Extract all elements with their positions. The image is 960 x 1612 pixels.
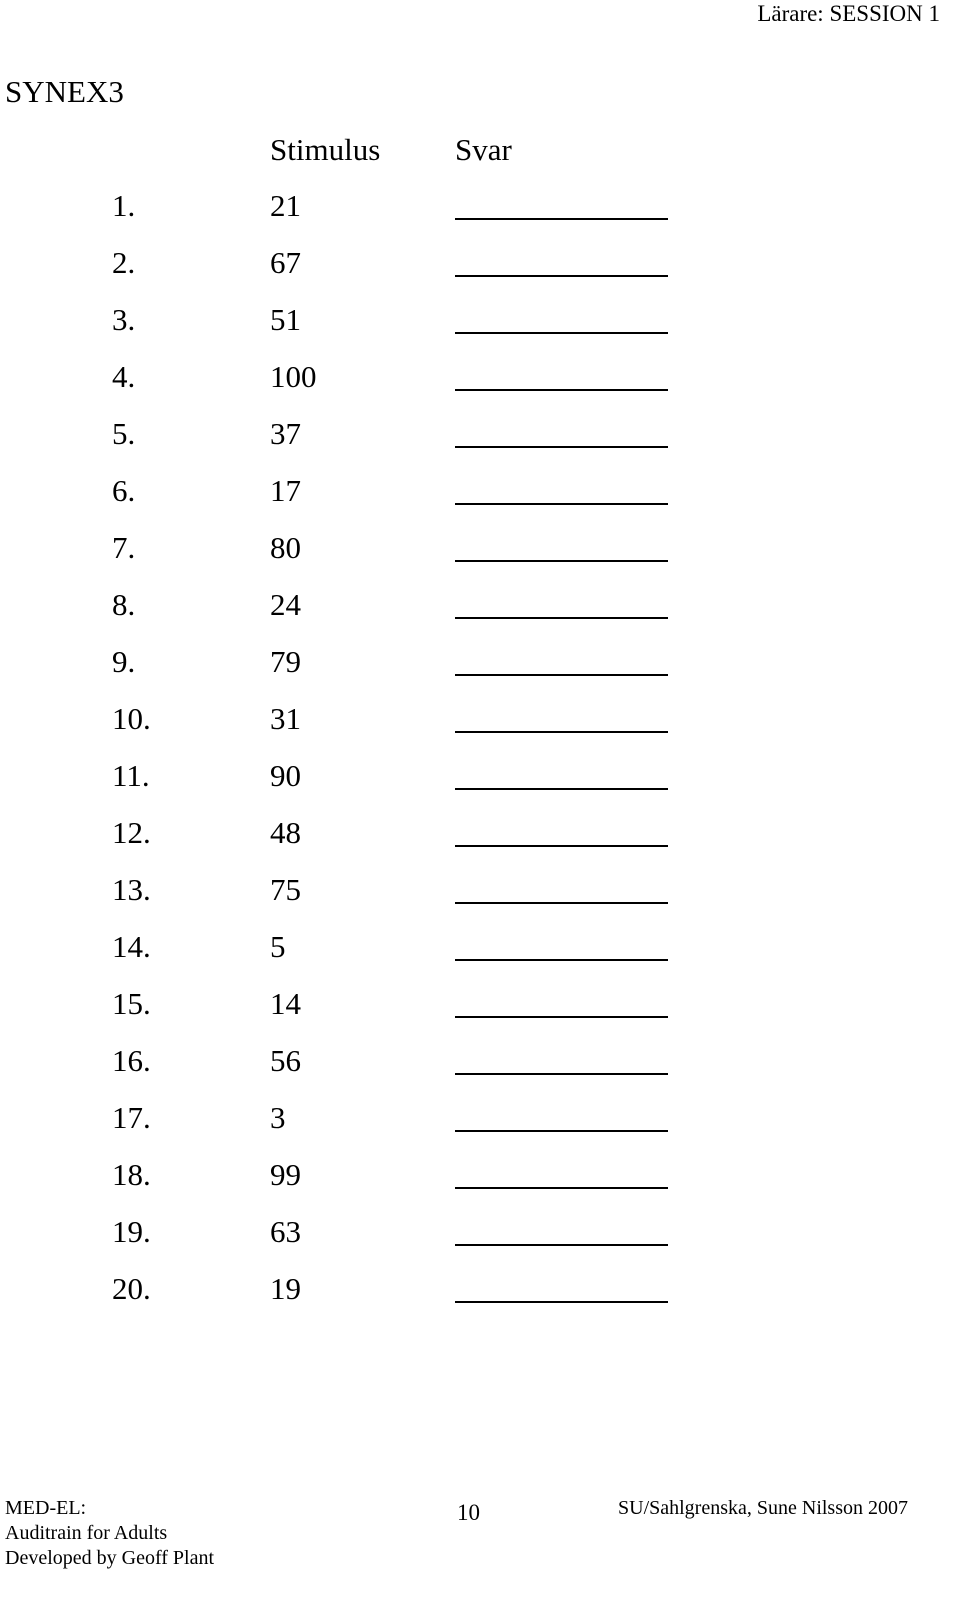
item-stimulus: 51: [270, 302, 301, 337]
list-item: [0, 701, 960, 758]
list-item: [0, 1100, 960, 1157]
item-stimulus: 17: [270, 473, 301, 508]
item-number: 15.: [112, 986, 151, 1021]
list-item: [0, 1214, 960, 1271]
list-item: [0, 302, 960, 359]
item-number: 3.: [112, 302, 136, 337]
item-number: 12.: [112, 815, 151, 850]
list-item: [0, 1271, 960, 1328]
answer-blank: [455, 674, 668, 676]
item-stimulus: 56: [270, 1043, 301, 1078]
list-item: [0, 188, 960, 245]
footer-credit-line: Auditrain for Adults: [5, 1522, 168, 1544]
page-number: 10: [457, 1500, 480, 1525]
answer-blank: [455, 218, 668, 220]
answer-blank: [455, 560, 668, 562]
item-stimulus: 37: [270, 416, 301, 451]
stimulus-column-header: Stimulus: [270, 132, 381, 167]
list-item: [0, 929, 960, 986]
item-stimulus: 100: [270, 359, 317, 394]
item-number: 18.: [112, 1157, 151, 1192]
answer-blank: [455, 1073, 668, 1075]
answer-blank: [455, 845, 668, 847]
item-number: 13.: [112, 872, 151, 907]
list-item: [0, 245, 960, 302]
answer-column-header: Svar: [455, 132, 512, 167]
item-number: 9.: [112, 644, 136, 679]
item-number: 19.: [112, 1214, 151, 1249]
item-stimulus: 99: [270, 1157, 301, 1192]
answer-blank: [455, 446, 668, 448]
list-item: [0, 530, 960, 587]
answer-blank: [455, 1301, 668, 1303]
item-number: 7.: [112, 530, 136, 565]
item-number: 16.: [112, 1043, 151, 1078]
item-stimulus: 75: [270, 872, 301, 907]
answer-blank: [455, 788, 668, 790]
item-stimulus: 24: [270, 587, 301, 622]
answer-blank: [455, 1016, 668, 1018]
item-stimulus: 63: [270, 1214, 301, 1249]
item-stimulus: 80: [270, 530, 301, 565]
item-number: 20.: [112, 1271, 151, 1306]
list-item: [0, 473, 960, 530]
answer-blank: [455, 1244, 668, 1246]
item-stimulus: 48: [270, 815, 301, 850]
answer-blank: [455, 902, 668, 904]
answer-blank: [455, 731, 668, 733]
list-item: [0, 758, 960, 815]
item-number: 8.: [112, 587, 136, 622]
item-number: 5.: [112, 416, 136, 451]
list-item: [0, 986, 960, 1043]
item-number: 2.: [112, 245, 136, 280]
list-item: [0, 587, 960, 644]
footer-credit-line: MED-EL:: [5, 1497, 87, 1519]
item-stimulus: 3: [270, 1100, 286, 1135]
item-number: 4.: [112, 359, 136, 394]
answer-blank: [455, 275, 668, 277]
item-stimulus: 21: [270, 188, 301, 223]
list-item: [0, 815, 960, 872]
list-item: [0, 359, 960, 416]
item-stimulus: 19: [270, 1271, 301, 1306]
footer-credits: [5, 1496, 214, 1571]
item-list: [0, 188, 960, 1328]
document-title: SYNEX3: [5, 74, 124, 109]
list-item: [0, 416, 960, 473]
answer-blank: [455, 617, 668, 619]
item-number: 1.: [112, 188, 136, 223]
item-number: 14.: [112, 929, 151, 964]
list-item: [0, 644, 960, 701]
list-item: [0, 872, 960, 929]
answer-blank: [455, 1187, 668, 1189]
item-stimulus: 79: [270, 644, 301, 679]
session-header: Lärare: SESSION 1: [757, 1, 940, 26]
answer-blank: [455, 332, 668, 334]
footer-credit-line: Developed by Geoff Plant: [5, 1547, 215, 1569]
item-number: 11.: [112, 758, 150, 793]
item-number: 6.: [112, 473, 136, 508]
footer-institution: SU/Sahlgrenska, Sune Nilsson 2007: [618, 1497, 908, 1519]
item-stimulus: 67: [270, 245, 301, 280]
item-stimulus: 90: [270, 758, 301, 793]
list-item: [0, 1043, 960, 1100]
list-item: [0, 1157, 960, 1214]
item-number: 17.: [112, 1100, 151, 1135]
answer-blank: [455, 503, 668, 505]
item-stimulus: 14: [270, 986, 301, 1021]
item-stimulus: 31: [270, 701, 301, 736]
item-stimulus: 5: [270, 929, 286, 964]
answer-blank: [455, 389, 668, 391]
answer-blank: [455, 1130, 668, 1132]
answer-blank: [455, 959, 668, 961]
item-number: 10.: [112, 701, 151, 736]
